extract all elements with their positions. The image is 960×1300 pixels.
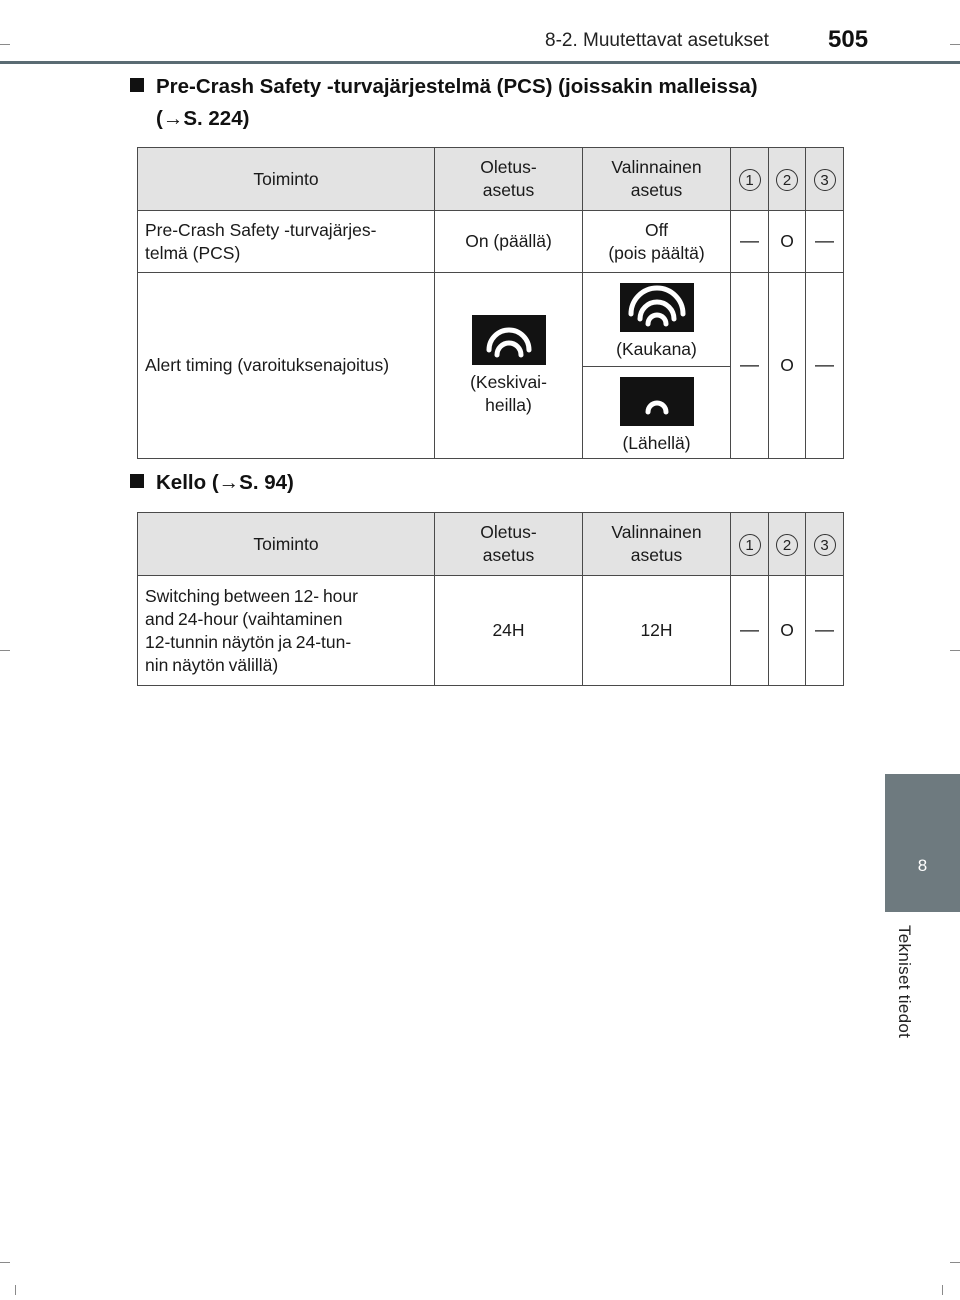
default-cell: On (päällä) [435,211,583,273]
chapter-tab [885,774,960,912]
method-1-cell: — [731,211,769,273]
crop-mark [942,1285,943,1295]
method-2-cell: O [769,211,806,273]
method-3-cell: — [806,211,844,273]
table-row [138,273,844,367]
optional-cell: 12H [583,576,731,686]
square-bullet-icon [130,474,144,488]
crop-mark [0,650,10,651]
pcs-settings-table [137,147,844,459]
optional-far-cell [583,273,731,367]
crop-mark [950,650,960,651]
crop-mark [15,1285,16,1295]
far-caption: (Kaukana) [616,338,697,359]
pcs-heading-ref: (→S. 224) [156,107,250,130]
crop-mark [950,1262,960,1263]
near-caption: (Lähellä) [622,432,691,453]
page-number: 505 [828,26,869,53]
method-2-cell: O [769,576,806,686]
square-bullet-icon [130,78,144,92]
default-caption: (Keskivai- heilla) [470,371,547,415]
method-1-cell: — [731,576,769,686]
function-cell: Alert timing (varoituksenajoitus) [138,273,435,459]
clock-settings-table [137,512,844,686]
table-header-row [138,148,844,211]
col-optional: Valinnainen asetus [583,513,731,576]
pcs-heading [130,71,758,135]
chapter-label: Tekniset tiedot [895,925,914,1039]
alert-timing-near-icon [620,377,694,426]
method-1-cell: — [731,273,769,459]
optional-cell: Off (pois päältä) [583,211,731,273]
crop-mark [950,44,960,45]
crop-mark [0,44,10,45]
col-function: Toiminto [138,513,435,576]
clock-heading [130,467,294,499]
alert-timing-far-icon [620,283,694,332]
col-optional: Valinnainen asetus [583,148,731,211]
col-2: 2 [769,513,806,576]
function-cell: Switching between 12- hour and 24-hour (vaihtaminen 12-tunnin näytön ja 24-tun- nin näytön välillä) [138,576,435,686]
default-cell [435,273,583,459]
method-2-cell: O [769,273,806,459]
default-cell: 24H [435,576,583,686]
section-title: 8-2. Muutettavat asetukset [545,30,769,51]
pcs-heading-text: Pre-Crash Safety -turvajärjestelmä (PCS) (joissakin malleissa) [156,75,758,98]
crop-mark [0,1262,10,1263]
method-3-cell: — [806,273,844,459]
optional-near-cell [583,367,731,459]
function-cell: Pre-Crash Safety -turvajärjes- telmä (PCS) [138,211,435,273]
col-1: 1 [731,148,769,211]
col-1: 1 [731,513,769,576]
col-function: Toiminto [138,148,435,211]
col-3: 3 [806,148,844,211]
col-default: Oletus- asetus [435,148,583,211]
clock-heading-text: Kello (→S. 94) [156,471,294,494]
method-3-cell: — [806,576,844,686]
col-2: 2 [769,148,806,211]
header-rule [0,61,960,64]
table-row [138,576,844,686]
table-row [138,211,844,273]
alert-timing-middle-icon [472,315,546,365]
table-header-row [138,513,844,576]
col-3: 3 [806,513,844,576]
chapter-number: 8 [917,856,928,875]
col-default: Oletus- asetus [435,513,583,576]
